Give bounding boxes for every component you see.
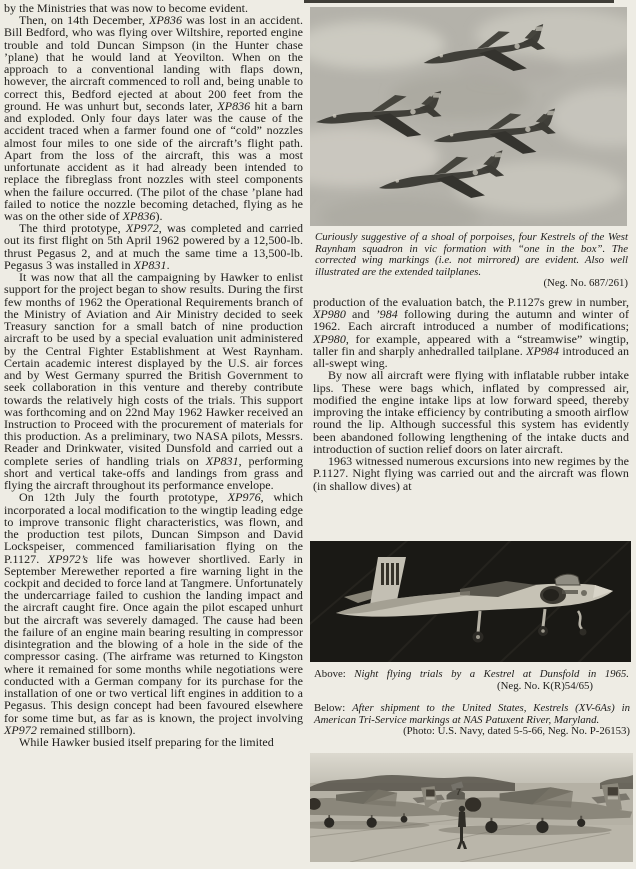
caption-credit: (Neg. No. K(R)54/65) [497,679,593,692]
kestrel-formation-illustration [310,7,627,226]
body-paragraph: Then, on 14th December, XP836 was lost in an accident. Bill Bedford, who was flying over Wiltshire, reported engine trouble and told Duncan Simpson (in the Hunter chase ’plane) that he would land at Yeovilton. When on the approach to a conventional landing with flaps down, however, the aircraft commenced to roll and, being unable to correct this, Bedford ejected at about 200 feet from the ground. He was unhurt but, seconds later, XP836 hit a barn and exploded. Only four days later was the cause of the accident traced when a farmer found one of “cold” nozzles almost four miles to one side of the aircraft’s flight path. Apart from the loss of the aircraft, this was a most unfortunate accident as it had already been intended to replace the fibreglass front nozzles with steel components when the failure occurred. (The pilot of the chase ’plane had failed to notice the nozzle becoming detached, flying as he was on the other side of XP836). [4,13,303,223]
body-paragraph: production of the evaluation batch, the P.1127s grew in number, XP980 and ’984 following during the autumn and winter of 1962. Each aircraft introduced a number of modifications; XP980, for example, appeared with a “streamwise” wingtip, taller fin and sharply anhedralled tailplane. XP984 introduced an all-swept wing. [313,295,630,371]
kestrel-formation-photo [310,7,627,226]
caption-kestrel-formation [315,232,628,290]
caption-text: Curiously suggestive of a shoal of porpoises, four Kestrels of the West Raynham squadron in vic formation with “one in the box”. The corrected wing markings (i.e. not mirrored) are evident. Also well illustrated are the extended tailplanes. [315,231,628,278]
caption-credit: (Neg. No. 687/261) [543,277,628,290]
patuxent-lineup-illustration [310,753,633,862]
body-paragraph: 1963 witnessed numerous excursions into new regimes by the P.1127. Night flying was carried out and the aircraft was flown (in shallow dives) at [313,454,629,493]
caption-line [314,669,629,681]
caption-label: Below: [314,702,346,714]
caption-patuxent [314,703,630,738]
body-paragraph: While Hawker busied itself preparing for the limited [19,735,274,750]
aircraft-nose-number: 7 [456,787,462,797]
caption-label: Above: [314,668,346,680]
patuxent-lineup-photo [310,753,633,862]
caption-night-flying [314,669,629,692]
left-text-column [4,2,303,748]
photo-top-edge-bar [304,0,614,3]
caption-credit: (Photo: U.S. Navy, dated 5-5-66, Neg. No. P-26153) [403,725,630,738]
body-paragraph: The third prototype, XP972, was completed and carried out its first flight on 5th April 1962 powered by a 12,500-lb. thrust Pegasus 2, and at much the same time a 13,500-lb. Pegasus 3 was installed in XP831. [4,221,303,272]
night-flying-photo [310,541,631,662]
body-paragraph: By now all aircraft were flying with inflatable rubber intake lips. These were bags which, inflated by compressed air, modified the engine intake lips at low forward speed, thereby improving the intake efficiency by contributing a smooth airflow round the lip. Although successful this system has evidently been abandoned following lengthening of the intake ducts and introduction of suction relief doors on later aircraft. [313,368,629,456]
body-paragraph: It was now that all the campaigning by Hawker to enlist support for the project began to show results. During the first few months of 1962 the Operational Requirements branch of the Ministry of Aviation and Air Ministry decided to seek Treasury sanction for a small batch of nine production aircraft to be used by a special evaluation unit administered by the Central Fighter Establishment at West Raynham. Certain academic interest displayed by the U.S. air forces and by West Germany spurred the British Government to seek collaboration in this venture and thereby contribute towards the relatively high costs of the trials. This support was forthcoming and on 22nd May 1962 Hawker received an Instruction to Proceed with the procurement of materials for this production. As a preliminary, two NASA pilots, Messrs. Reader and Drinkwater, visited Dunsfold and carried out a complete series of handling trials on XP831, performing short and vertical take-offs and landings from grass and flying the aircraft throughout its performance envelope. [4,270,303,493]
caption-text: Night flying trials by a Kestrel at Dunsfold in 1965. [354,668,629,680]
body-paragraph: On 12th July the fourth prototype, XP976, which incorporated a local modification to the wingtip leading edge to improve transonic flight characteristics, was flown, and the production test pilots, Duncan Simpson and David Lockspeiser, commenced familiarisation flying on the P.1127. XP972’s life was however shortlived. Early in September Merewether reported a fire warning light in the cockpit and decided to force land at Tangmere. Unfortunately the undercarriage failed to cushion the landing impact and the aircraft caught fire. Once again the pilot escaped unhurt but the aircraft was severely damaged. The cause had been the failure of an engine main bearing resulting in compressor disintegration and the blowing of a hole in the side of the compressor casing. (The airframe was returned to Kingston where it remained for some months while negotiations were conducted with a German company for its purchase for the installation of one or two vertical lift engines in addition to a Pegasus. This design concept had been favoured elsewhere for some time but, as far as is known, the project involving XP972 remained stillborn). [4,490,303,737]
right-text-column [313,296,629,492]
body-paragraph: by the Ministries that was now to become evident. [4,1,249,15]
night-flying-illustration [310,541,631,662]
caption-text: After shipment to the United States, Kestrels (XV-6As) in American Tri-Service markings at NAS Patuxent River, Maryland. [314,702,630,726]
